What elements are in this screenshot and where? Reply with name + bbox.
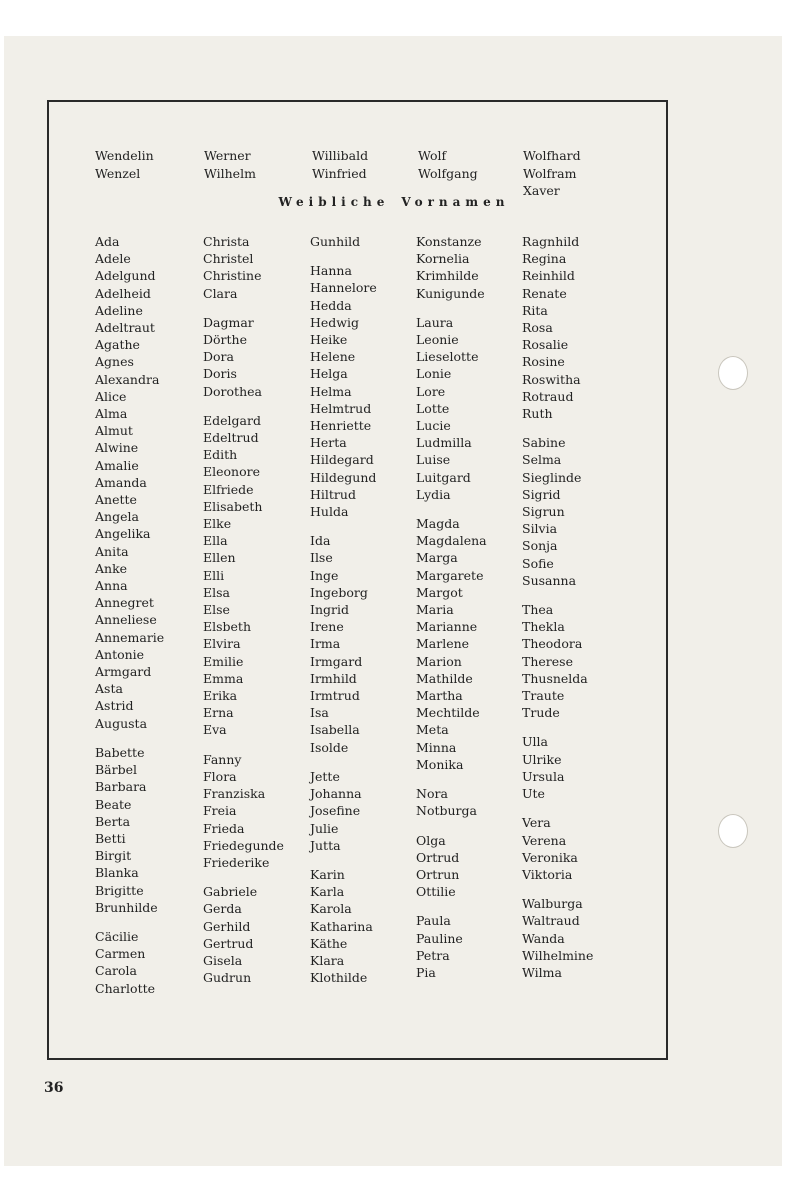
name-entry: Helene bbox=[310, 349, 356, 365]
group-spacer bbox=[522, 721, 593, 733]
name-entry: Wanda bbox=[522, 930, 565, 946]
name-entry: Adeltraut bbox=[95, 320, 155, 336]
name-entry: Maria bbox=[416, 602, 454, 618]
name-entry: Lotte bbox=[416, 400, 450, 416]
section-heading-word: Weibliche bbox=[278, 195, 390, 209]
top-column-1 bbox=[95, 147, 154, 182]
name-entry: Pia bbox=[416, 964, 436, 980]
name-entry: Dörthe bbox=[203, 332, 247, 348]
name-entry: Irma bbox=[310, 636, 341, 652]
name-entry: Luise bbox=[416, 452, 451, 468]
name-entry: Karin bbox=[310, 866, 345, 882]
name-entry: Jette bbox=[310, 768, 340, 784]
name-entry: Rita bbox=[522, 302, 548, 318]
name-entry: Clara bbox=[203, 285, 238, 301]
name-entry: Brunhilde bbox=[95, 899, 158, 915]
name-entry: Viktoria bbox=[522, 866, 573, 882]
name-entry: Theodora bbox=[522, 636, 583, 652]
name-entry: Asta bbox=[95, 681, 123, 697]
name-entry: Roswitha bbox=[522, 371, 581, 387]
name-entry: Gerhild bbox=[203, 918, 251, 934]
name-entry: Rosa bbox=[522, 320, 553, 336]
name-entry: Ingrid bbox=[310, 602, 349, 618]
name-entry: Almut bbox=[95, 423, 133, 439]
name-entry: Thusnelda bbox=[522, 670, 588, 686]
name-entry: Babette bbox=[95, 744, 145, 760]
top-column-4 bbox=[418, 147, 478, 182]
group-spacer bbox=[522, 422, 593, 434]
name-entry: Ottilie bbox=[416, 884, 456, 900]
name-entry: Augusta bbox=[95, 715, 148, 731]
name-entry: Bärbel bbox=[95, 762, 138, 778]
name-entry: Sieglinde bbox=[522, 469, 582, 485]
group-spacer bbox=[522, 589, 593, 601]
name-entry: Franziska bbox=[203, 786, 266, 802]
name-entry: Eleonore bbox=[203, 464, 260, 480]
name-entry: Emilie bbox=[203, 653, 244, 669]
name-entry: Gabriele bbox=[203, 884, 258, 900]
name-entry: Margarete bbox=[416, 567, 484, 583]
name-entry: Sonja bbox=[522, 538, 558, 554]
group-spacer bbox=[310, 520, 377, 532]
page-number: 36 bbox=[44, 1080, 64, 1096]
name-entry: Willibald bbox=[312, 148, 369, 163]
name-entry: Kunigunde bbox=[416, 285, 485, 301]
names-column-4 bbox=[416, 233, 487, 981]
group-spacer bbox=[203, 739, 284, 751]
name-entry: Silvia bbox=[522, 521, 558, 537]
name-entry: Emma bbox=[203, 670, 244, 686]
group-spacer bbox=[416, 503, 487, 515]
name-entry: Rotraud bbox=[522, 388, 574, 404]
name-entry: Angelika bbox=[95, 526, 151, 542]
name-entry: Julie bbox=[310, 820, 339, 836]
section-heading bbox=[0, 195, 788, 209]
name-entry: Herta bbox=[310, 435, 347, 451]
name-entry: Nora bbox=[416, 786, 448, 802]
name-entry: Wenzel bbox=[95, 165, 141, 181]
name-entry: Marga bbox=[416, 550, 458, 566]
name-entry: Elvira bbox=[203, 636, 241, 652]
name-entry: Mathilde bbox=[416, 670, 473, 686]
name-entry: Krimhilde bbox=[416, 268, 479, 284]
name-entry: Isa bbox=[310, 705, 329, 721]
name-entry: Ada bbox=[95, 234, 120, 249]
name-entry: Amanda bbox=[95, 474, 147, 490]
name-entry: Dorothea bbox=[203, 383, 262, 399]
name-entry: Elisabeth bbox=[203, 498, 263, 514]
name-entry: Wolf bbox=[418, 148, 447, 163]
name-entry: Amalie bbox=[95, 457, 139, 473]
name-entry: Ute bbox=[522, 786, 545, 802]
group-spacer bbox=[522, 883, 593, 895]
name-entry: Wilhelm bbox=[204, 165, 256, 181]
names-column-3 bbox=[310, 233, 377, 986]
name-entry: Henriette bbox=[310, 418, 372, 434]
name-entry: Dagmar bbox=[203, 314, 254, 330]
name-entry: Birgit bbox=[95, 848, 132, 864]
name-entry: Karla bbox=[310, 884, 345, 900]
name-entry: Luitgard bbox=[416, 469, 471, 485]
name-entry: Rosine bbox=[522, 354, 565, 370]
name-entry: Lieselotte bbox=[416, 349, 479, 365]
name-entry: Hedwig bbox=[310, 314, 359, 330]
name-entry: Ulrike bbox=[522, 751, 562, 767]
name-entry: Helma bbox=[310, 383, 352, 399]
name-entry: Meta bbox=[416, 722, 449, 738]
name-entry: Margot bbox=[416, 584, 463, 600]
group-spacer bbox=[416, 773, 487, 785]
name-entry: Gudrun bbox=[203, 970, 252, 986]
name-entry: Ingeborg bbox=[310, 584, 368, 600]
names-column-1 bbox=[95, 233, 164, 997]
group-spacer bbox=[416, 302, 487, 314]
name-entry: Regina bbox=[522, 251, 567, 267]
name-entry: Notburga bbox=[416, 803, 477, 819]
name-entry: Edeltrud bbox=[203, 430, 259, 446]
name-entry: Betti bbox=[95, 830, 126, 846]
name-entry: Frieda bbox=[203, 820, 245, 836]
name-entry: Lonie bbox=[416, 366, 452, 382]
name-entry: Elfriede bbox=[203, 481, 254, 497]
name-entry: Pauline bbox=[416, 930, 463, 946]
name-entry: Gisela bbox=[203, 952, 243, 968]
name-entry: Sigrun bbox=[522, 504, 565, 520]
name-entry: Adele bbox=[95, 251, 131, 267]
name-entry: Armgard bbox=[95, 664, 152, 680]
name-entry: Alice bbox=[95, 388, 127, 404]
name-entry: Else bbox=[203, 602, 230, 618]
name-entry: Adelgund bbox=[95, 268, 156, 284]
name-entry: Hulda bbox=[310, 504, 349, 520]
group-spacer bbox=[203, 302, 284, 314]
group-spacer bbox=[203, 871, 284, 883]
name-entry: Ragnhild bbox=[522, 234, 580, 249]
name-entry: Vera bbox=[522, 815, 551, 831]
name-entry: Irmtrud bbox=[310, 688, 360, 704]
name-entry: Werner bbox=[204, 148, 251, 163]
punch-hole bbox=[718, 356, 748, 390]
name-entry: Elli bbox=[203, 567, 225, 583]
name-entry: Heike bbox=[310, 332, 348, 348]
name-entry: Rosalie bbox=[522, 337, 569, 353]
name-entry: Gunhild bbox=[310, 234, 361, 249]
name-entry: Agnes bbox=[95, 354, 134, 370]
name-entry: Carmen bbox=[95, 946, 146, 962]
names-column-2 bbox=[203, 233, 284, 986]
name-entry: Sigrid bbox=[522, 486, 561, 502]
name-entry: Kornelia bbox=[416, 251, 470, 267]
name-entry: Paula bbox=[416, 913, 451, 929]
name-entry: Anke bbox=[95, 560, 128, 576]
name-entry: Ulla bbox=[522, 734, 548, 750]
name-entry: Wolfram bbox=[523, 165, 577, 181]
name-entry: Alexandra bbox=[95, 371, 160, 387]
name-entry: Astrid bbox=[95, 698, 134, 714]
name-entry: Agathe bbox=[95, 337, 140, 353]
name-entry: Käthe bbox=[310, 935, 348, 951]
name-entry: Ella bbox=[203, 533, 228, 549]
name-entry: Irene bbox=[310, 619, 344, 635]
name-entry: Erika bbox=[203, 688, 238, 704]
name-entry: Brigitte bbox=[95, 882, 144, 898]
name-entry: Eva bbox=[203, 722, 227, 738]
name-entry: Dora bbox=[203, 349, 234, 365]
name-entry: Christine bbox=[203, 268, 262, 284]
group-spacer bbox=[416, 900, 487, 912]
name-entry: Isolde bbox=[310, 739, 349, 755]
group-spacer bbox=[310, 756, 377, 768]
name-entry: Gertrud bbox=[203, 935, 254, 951]
name-entry: Flora bbox=[203, 768, 237, 784]
name-entry: Xaver bbox=[523, 183, 560, 198]
name-entry: Renate bbox=[522, 285, 567, 301]
name-entry: Ortrud bbox=[416, 849, 460, 865]
group-spacer bbox=[310, 250, 377, 262]
name-entry: Wilma bbox=[522, 964, 562, 980]
name-entry: Minna bbox=[416, 739, 457, 755]
name-entry: Waltraud bbox=[522, 913, 580, 929]
name-entry: Doris bbox=[203, 366, 237, 382]
name-entry: Susanna bbox=[522, 572, 577, 588]
punch-hole bbox=[718, 814, 748, 848]
name-entry: Johanna bbox=[310, 786, 362, 802]
name-entry: Fanny bbox=[203, 751, 242, 767]
name-entry: Verena bbox=[522, 832, 567, 848]
group-spacer bbox=[95, 916, 164, 928]
name-entry: Hannelore bbox=[310, 280, 377, 296]
name-entry: Karola bbox=[310, 901, 352, 917]
name-entry: Ludmilla bbox=[416, 435, 472, 451]
name-entry: Ida bbox=[310, 533, 331, 549]
name-entry: Blanka bbox=[95, 865, 139, 881]
name-entry: Reinhild bbox=[522, 268, 575, 284]
top-column-3 bbox=[312, 147, 368, 182]
name-entry: Isabella bbox=[310, 722, 360, 738]
name-entry: Inge bbox=[310, 567, 339, 583]
group-spacer bbox=[416, 820, 487, 832]
name-entry: Olga bbox=[416, 832, 446, 848]
name-entry: Ruth bbox=[522, 406, 553, 422]
name-entry: Walburga bbox=[522, 896, 583, 912]
name-entry: Elke bbox=[203, 516, 232, 532]
name-entry: Konstanze bbox=[416, 234, 482, 249]
name-entry: Thekla bbox=[522, 619, 565, 635]
name-entry: Hildegard bbox=[310, 452, 374, 468]
name-entry: Ellen bbox=[203, 550, 236, 566]
name-entry: Elsbeth bbox=[203, 619, 252, 635]
name-entry: Mechtilde bbox=[416, 705, 480, 721]
group-spacer bbox=[522, 802, 593, 814]
name-entry: Thea bbox=[522, 602, 554, 618]
name-entry: Sabine bbox=[522, 435, 566, 451]
name-entry: Lydia bbox=[416, 486, 451, 502]
group-spacer bbox=[310, 854, 377, 866]
name-entry: Katharina bbox=[310, 918, 373, 934]
name-entry: Alma bbox=[95, 406, 128, 422]
name-entry: Magdalena bbox=[416, 533, 487, 549]
name-entry: Martha bbox=[416, 688, 463, 704]
name-entry: Anette bbox=[95, 492, 137, 508]
name-entry: Jutta bbox=[310, 837, 341, 853]
name-entry: Friedegunde bbox=[203, 837, 284, 853]
group-spacer bbox=[95, 732, 164, 744]
name-entry: Alwine bbox=[95, 440, 139, 456]
name-entry: Veronika bbox=[522, 849, 578, 865]
name-entry: Friederike bbox=[203, 854, 270, 870]
name-entry: Lore bbox=[416, 383, 446, 399]
name-entry: Winfried bbox=[312, 165, 367, 181]
name-entry: Sofie bbox=[522, 555, 554, 571]
name-entry: Christel bbox=[203, 251, 254, 267]
name-entry: Gerda bbox=[203, 901, 242, 917]
group-spacer bbox=[203, 400, 284, 412]
name-entry: Marion bbox=[416, 653, 462, 669]
name-entry: Hildegund bbox=[310, 469, 377, 485]
name-entry: Wendelin bbox=[95, 148, 154, 163]
name-entry: Lucie bbox=[416, 418, 451, 434]
name-entry: Erna bbox=[203, 705, 234, 721]
top-column-2 bbox=[204, 147, 256, 182]
name-entry: Helmtrud bbox=[310, 400, 372, 416]
name-entry: Magda bbox=[416, 516, 460, 532]
name-entry: Monika bbox=[416, 756, 464, 772]
name-entry: Therese bbox=[522, 653, 573, 669]
name-entry: Christa bbox=[203, 234, 250, 249]
name-entry: Edelgard bbox=[203, 412, 261, 428]
name-entry: Anita bbox=[95, 543, 129, 559]
name-entry: Trude bbox=[522, 705, 560, 721]
name-entry: Traute bbox=[522, 688, 565, 704]
name-entry: Barbara bbox=[95, 779, 147, 795]
name-entry: Klara bbox=[310, 952, 345, 968]
name-entry: Carola bbox=[95, 963, 137, 979]
name-entry: Petra bbox=[416, 947, 450, 963]
name-entry: Josefine bbox=[310, 803, 361, 819]
name-entry: Edith bbox=[203, 447, 238, 463]
name-entry: Leonie bbox=[416, 332, 459, 348]
name-entry: Irmhild bbox=[310, 670, 357, 686]
name-entry: Adeline bbox=[95, 302, 143, 318]
name-entry: Selma bbox=[522, 452, 562, 468]
name-entry: Elsa bbox=[203, 584, 230, 600]
name-entry: Beate bbox=[95, 796, 132, 812]
name-entry: Hanna bbox=[310, 263, 352, 279]
name-entry: Wolfgang bbox=[418, 165, 478, 181]
name-entry: Wolfhard bbox=[523, 148, 581, 163]
section-heading-word: Vornamen bbox=[401, 195, 510, 209]
name-entry: Laura bbox=[416, 314, 454, 330]
name-entry: Annegret bbox=[95, 595, 154, 611]
name-entry: Ortrun bbox=[416, 866, 460, 882]
name-entry: Annemarie bbox=[95, 629, 165, 645]
name-entry: Adelheid bbox=[95, 285, 151, 301]
name-entry: Berta bbox=[95, 813, 131, 829]
name-entry: Klothilde bbox=[310, 970, 368, 986]
name-entry: Anneliese bbox=[95, 612, 157, 628]
names-column-5 bbox=[522, 233, 593, 981]
name-entry: Wilhelmine bbox=[522, 947, 594, 963]
name-entry: Angela bbox=[95, 509, 139, 525]
name-entry: Antonie bbox=[95, 646, 145, 662]
name-entry: Ursula bbox=[522, 768, 565, 784]
name-entry: Irmgard bbox=[310, 653, 363, 669]
top-column-5 bbox=[523, 147, 581, 200]
name-entry: Hiltrud bbox=[310, 486, 356, 502]
name-entry: Anna bbox=[95, 578, 128, 594]
name-entry: Marianne bbox=[416, 619, 478, 635]
name-entry: Cäcilie bbox=[95, 928, 139, 944]
name-entry: Hedda bbox=[310, 297, 352, 313]
name-entry: Freia bbox=[203, 803, 237, 819]
name-entry: Helga bbox=[310, 366, 348, 382]
name-entry: Charlotte bbox=[95, 980, 156, 996]
name-entry: Marlene bbox=[416, 636, 470, 652]
name-entry: Ilse bbox=[310, 550, 333, 566]
